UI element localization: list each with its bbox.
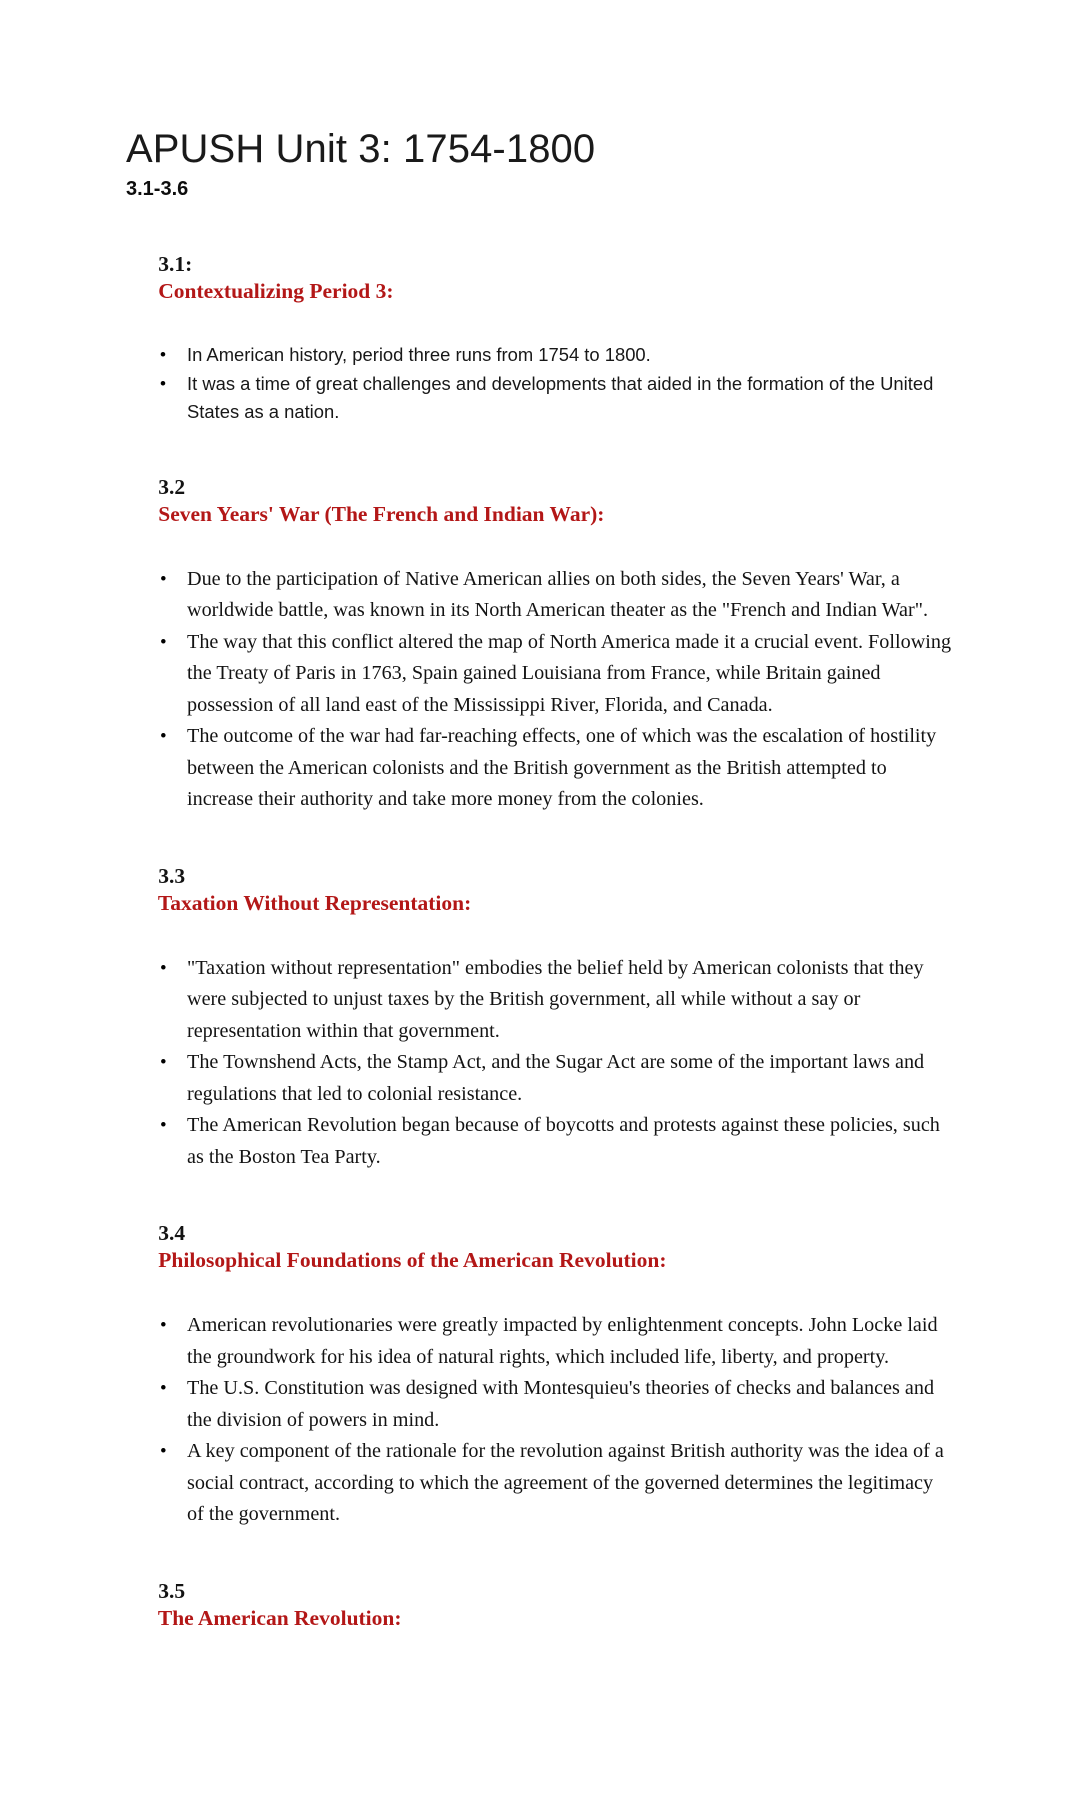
list-item: • "Taxation without representation" embodies the belief held by American colonists that they were subjected to unjust taxes by the British government, all while without a say or representation within that government. xyxy=(126,953,954,1048)
section-heading-3-4 xyxy=(126,1193,954,1301)
section-3-2 xyxy=(126,447,954,816)
section-heading-3-5 xyxy=(126,1551,954,1659)
list-item: • American revolutionaries were greatly impacted by enlightenment concepts. John Locke laid the groundwork for his idea of natural rights, which included life, liberty, and property. xyxy=(126,1310,954,1373)
page-title: APUSH Unit 3: 1754-1800 xyxy=(126,127,596,171)
list-item: • The way that this conflict altered the map of North America made it a crucial event. Following the Treaty of Paris in 1763, Spain gained Louisiana from France, while Britain gained possession of all land east of the Mississippi River, Florida, and Canada. xyxy=(126,627,954,722)
section-heading-3-1 xyxy=(126,224,954,332)
section-number-3-2: 3.2 xyxy=(158,474,191,499)
section-number-3-4: 3.4 xyxy=(158,1221,191,1245)
section-title-3-2: Seven Years' War (The French and Indian War): xyxy=(158,501,605,526)
section-heading-3-3 xyxy=(126,836,954,944)
section-title-3-5: The American Revolution: xyxy=(157,1605,402,1630)
list-item: • The Townshend Acts, the Stamp Act, and the Sugar Act are some of the important laws and regulations that led to colonial resistance. xyxy=(126,1047,954,1110)
section-3-5 xyxy=(126,1551,954,1659)
section-number-3-5: 3.5 xyxy=(158,1578,191,1603)
bullet-list-3-2 xyxy=(126,564,954,816)
section-number-3-3: 3.3 xyxy=(158,863,191,888)
page-bottom-whitespace xyxy=(126,1668,954,1808)
section-number-3-1: 3.1: xyxy=(158,252,198,276)
list-item: • It was a time of great challenges and developments that aided in the formation of the United States as a nation. xyxy=(126,370,954,427)
section-title-3-1: Contextualizing Period 3: xyxy=(158,279,394,303)
list-item: • The American Revolution began because of boycotts and protests against these policies, such as the Boston Tea Party. xyxy=(126,1110,954,1173)
list-item: • A key component of the rationale for the revolution against British authority was the idea of a social contract, according to which the agreement of the governed determines the legitimacy of the government. xyxy=(126,1436,954,1531)
section-3-1 xyxy=(126,224,954,427)
list-item: • Due to the participation of Native American allies on both sides, the Seven Years' War, a worldwide battle, was known in its North American theater as the "French and Indian War". xyxy=(126,564,954,627)
section-3-4 xyxy=(126,1193,954,1531)
list-item: • The outcome of the war had far-reaching effects, one of which was the escalation of hostility between the American colonists and the British government as the British attempted to increase their authority and take more money from the colonies. xyxy=(126,721,954,816)
section-3-3 xyxy=(126,836,954,1174)
bullet-list-3-4 xyxy=(126,1310,954,1531)
list-item: • In American history, period three runs from 1754 to 1800. xyxy=(126,341,954,370)
section-heading-3-2 xyxy=(126,447,954,555)
page-subtitle: 3.1-3.6 xyxy=(126,178,189,200)
bullet-list-3-1 xyxy=(126,341,954,427)
bullet-list-3-3 xyxy=(126,953,954,1174)
section-title-3-3: Taxation Without Representation: xyxy=(157,890,472,915)
section-title-3-4: Philosophical Foundations of the American Revolution: xyxy=(158,1248,667,1272)
list-item: • The U.S. Constitution was designed with Montesquieu's theories of checks and balances and the division of powers in mind. xyxy=(126,1373,954,1436)
